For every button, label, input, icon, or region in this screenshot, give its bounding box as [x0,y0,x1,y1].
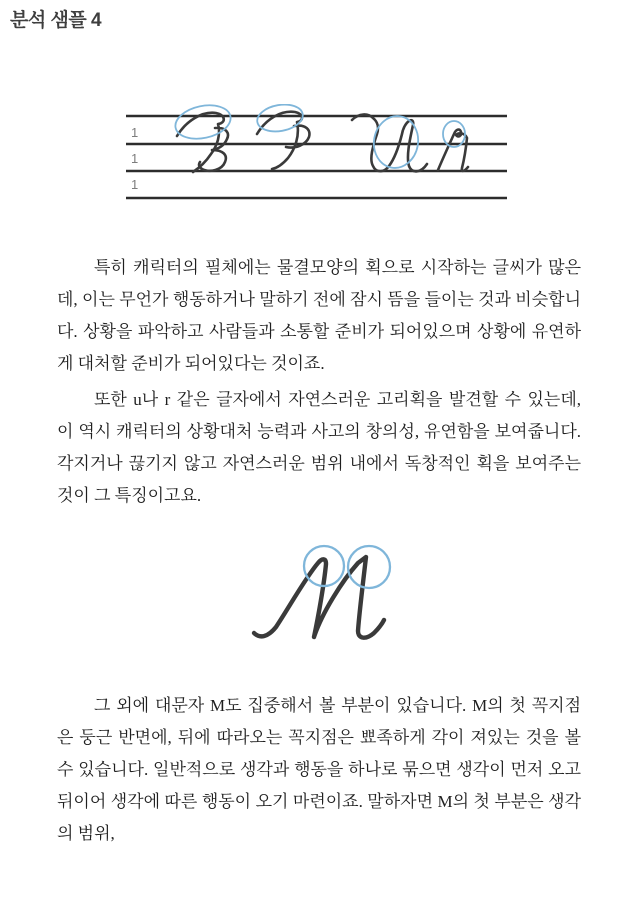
row-label-3: 1 [131,177,139,192]
row-label-1: 1 [131,125,139,140]
letter-b-glyph [177,113,228,172]
letter-m-glyph [254,557,384,638]
paragraph-capital-m: 그 외에 대문자 M도 집중해서 볼 부분이 있습니다. M의 첫 꼭지점은 둥근 반면에, 뒤에 따라오는 꼭지점은 뾰족하게 각이 져있는 것을 볼 수 있습니다. 일반적으로 생각과 행동을 하나로 묶으면 생각이 먼저 오고 뒤이어 생각에 따른 행동이 오기 마련이죠. 말하자면 M의 첫 부분은 생각의 범위, [57,696,581,843]
row-label-2: 1 [131,151,139,166]
paragraph-wave-strokes: 특히 캐릭터의 필체에는 물결모양의 획으로 시작하는 글씨가 많은데, 이는 무언가 행동하거나 말하기 전에 잠시 뜸을 들이는 것과 비슷합니다. 상황을 파악하고 사람들과 소통할 준비가 되어있으며 상황에 유연하게 대처할 준비가 되어있다는 것이죠. [57,258,581,373]
writing-lines-svg [123,104,515,208]
figure-writing-lines [123,104,515,208]
highlight-circle-b-flourish [172,104,233,143]
figure-letter-m [248,533,413,668]
page-title: 분석 샘플 4 [10,10,102,31]
paragraph-loop-strokes: 또한 u나 r 같은 글자에서 자연스러운 고리획을 발견할 수 있는데, 이 역시 캐릭터의 상황대처 능력과 사고의 창의성, 유연함을 보여줍니다. 각지거나 끊기지 않고 자연스러운 범위 내에서 독창적인 획을 보여주는 것이 그 특징이고요. [57,390,581,505]
letter-m-svg [248,533,413,668]
